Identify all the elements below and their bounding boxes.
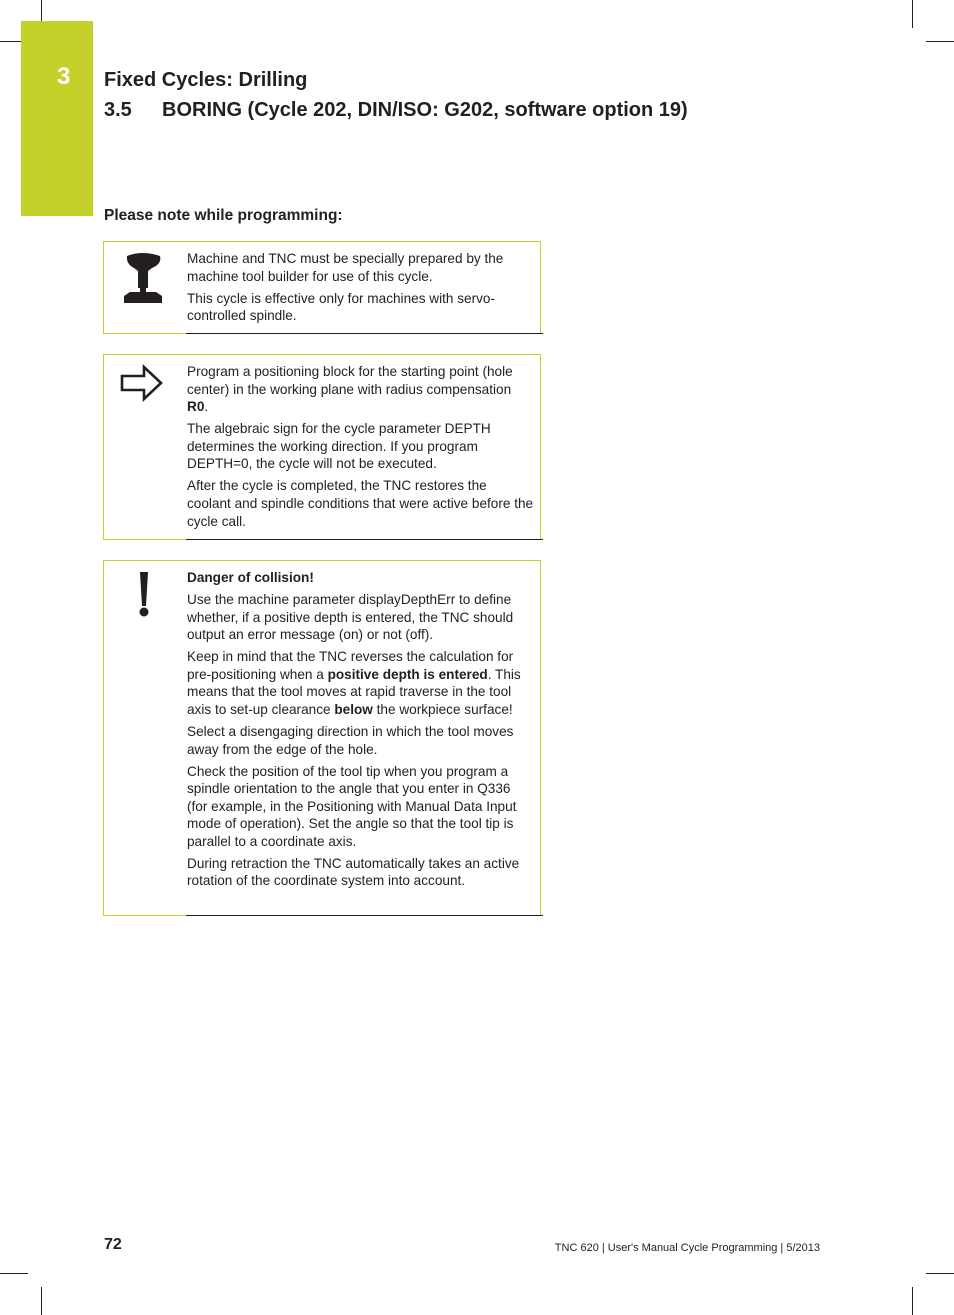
note-title — [187, 569, 534, 587]
note-text — [187, 569, 534, 894]
note-icon-area — [104, 561, 186, 915]
note-icon-area — [104, 242, 186, 333]
divider — [186, 915, 543, 916]
chapter-tab — [21, 21, 93, 216]
danger-title: Danger of collision! — [187, 570, 314, 585]
note-paragraph: Check the position of the tool tip when you program a spindle orientation to the angle that you enter in Q336 (for example, in the Positioning with Manual Data Input mode of operation). Set the angle so that the tool tip is parallel to a coordinate axis. — [187, 763, 517, 849]
chapter-title: Fixed Cycles: Drilling — [104, 69, 308, 91]
section-number: 3.5 — [104, 99, 132, 121]
note-paragraph: Use the machine parameter displayDepthErr to define whether, if a positive depth is entered, the TNC should output an error message (on) or not (off). — [187, 591, 514, 643]
footer-text: TNC 620 | User's Manual Cycle Programming | 5/2013 — [554, 1242, 820, 1254]
note-icon-area — [104, 355, 186, 539]
bold-run: positive depth is entered — [327, 666, 488, 682]
exclamation-icon — [104, 561, 186, 917]
text-run: . This means that the tool moves at rapid traverse in the tool axis to set-up clearance — [187, 666, 521, 717]
machine-tool-icon — [104, 242, 186, 335]
note-paragraph — [187, 648, 534, 718]
note-paragraph: The algebraic sign for the cycle parameter DEPTH determines the working direction. If you program DEPTH=0, the cycle will not be executed. — [187, 421, 491, 472]
crop-mark — [926, 41, 954, 42]
crop-mark — [912, 1287, 913, 1315]
section-title — [104, 97, 688, 123]
subheading: Please note while programming: — [104, 207, 343, 224]
divider — [186, 539, 543, 540]
text-run: . — [204, 399, 209, 415]
text-run: Program a positioning block for the starting point (hole center) in the working plane with radius compensation — [187, 364, 513, 397]
crop-mark — [912, 0, 913, 28]
section-title-text: BORING (Cycle 202, DIN/ISO: G202, software option 19) — [162, 99, 688, 121]
note-paragraph: During retraction the TNC automatically takes an active rotation of the coordinate system into account. — [187, 855, 520, 889]
bold-run: below — [334, 701, 373, 717]
text-run: the workpiece surface! — [372, 701, 513, 717]
machine-note — [103, 241, 541, 334]
note-paragraph: This cycle is effective only for machines with servo-controlled spindle. — [187, 290, 495, 324]
programming-note — [103, 354, 541, 540]
note-paragraph: Select a disengaging direction in which the tool moves away from the edge of the hole. — [187, 723, 514, 757]
danger-note — [103, 560, 541, 916]
bold-run: R0 — [187, 399, 205, 415]
note-paragraph: After the cycle is completed, the TNC restores the coolant and spindle conditions that were active before the cycle call. — [187, 478, 534, 529]
page-number: 72 — [104, 1236, 122, 1253]
arrow-right-icon — [104, 355, 186, 541]
chapter-number: 3 — [57, 63, 71, 90]
note-text — [187, 363, 534, 535]
note-paragraph — [187, 363, 534, 416]
note-text — [187, 250, 534, 329]
crop-mark — [0, 1273, 28, 1274]
divider — [186, 333, 543, 334]
text-run: Keep in mind that the TNC reverses the calculation for pre-positioning when a — [187, 649, 514, 682]
note-paragraph: Machine and TNC must be specially prepared by the machine tool builder for use of this cycle. — [187, 251, 504, 284]
crop-mark — [41, 1287, 42, 1315]
crop-mark — [926, 1273, 954, 1274]
